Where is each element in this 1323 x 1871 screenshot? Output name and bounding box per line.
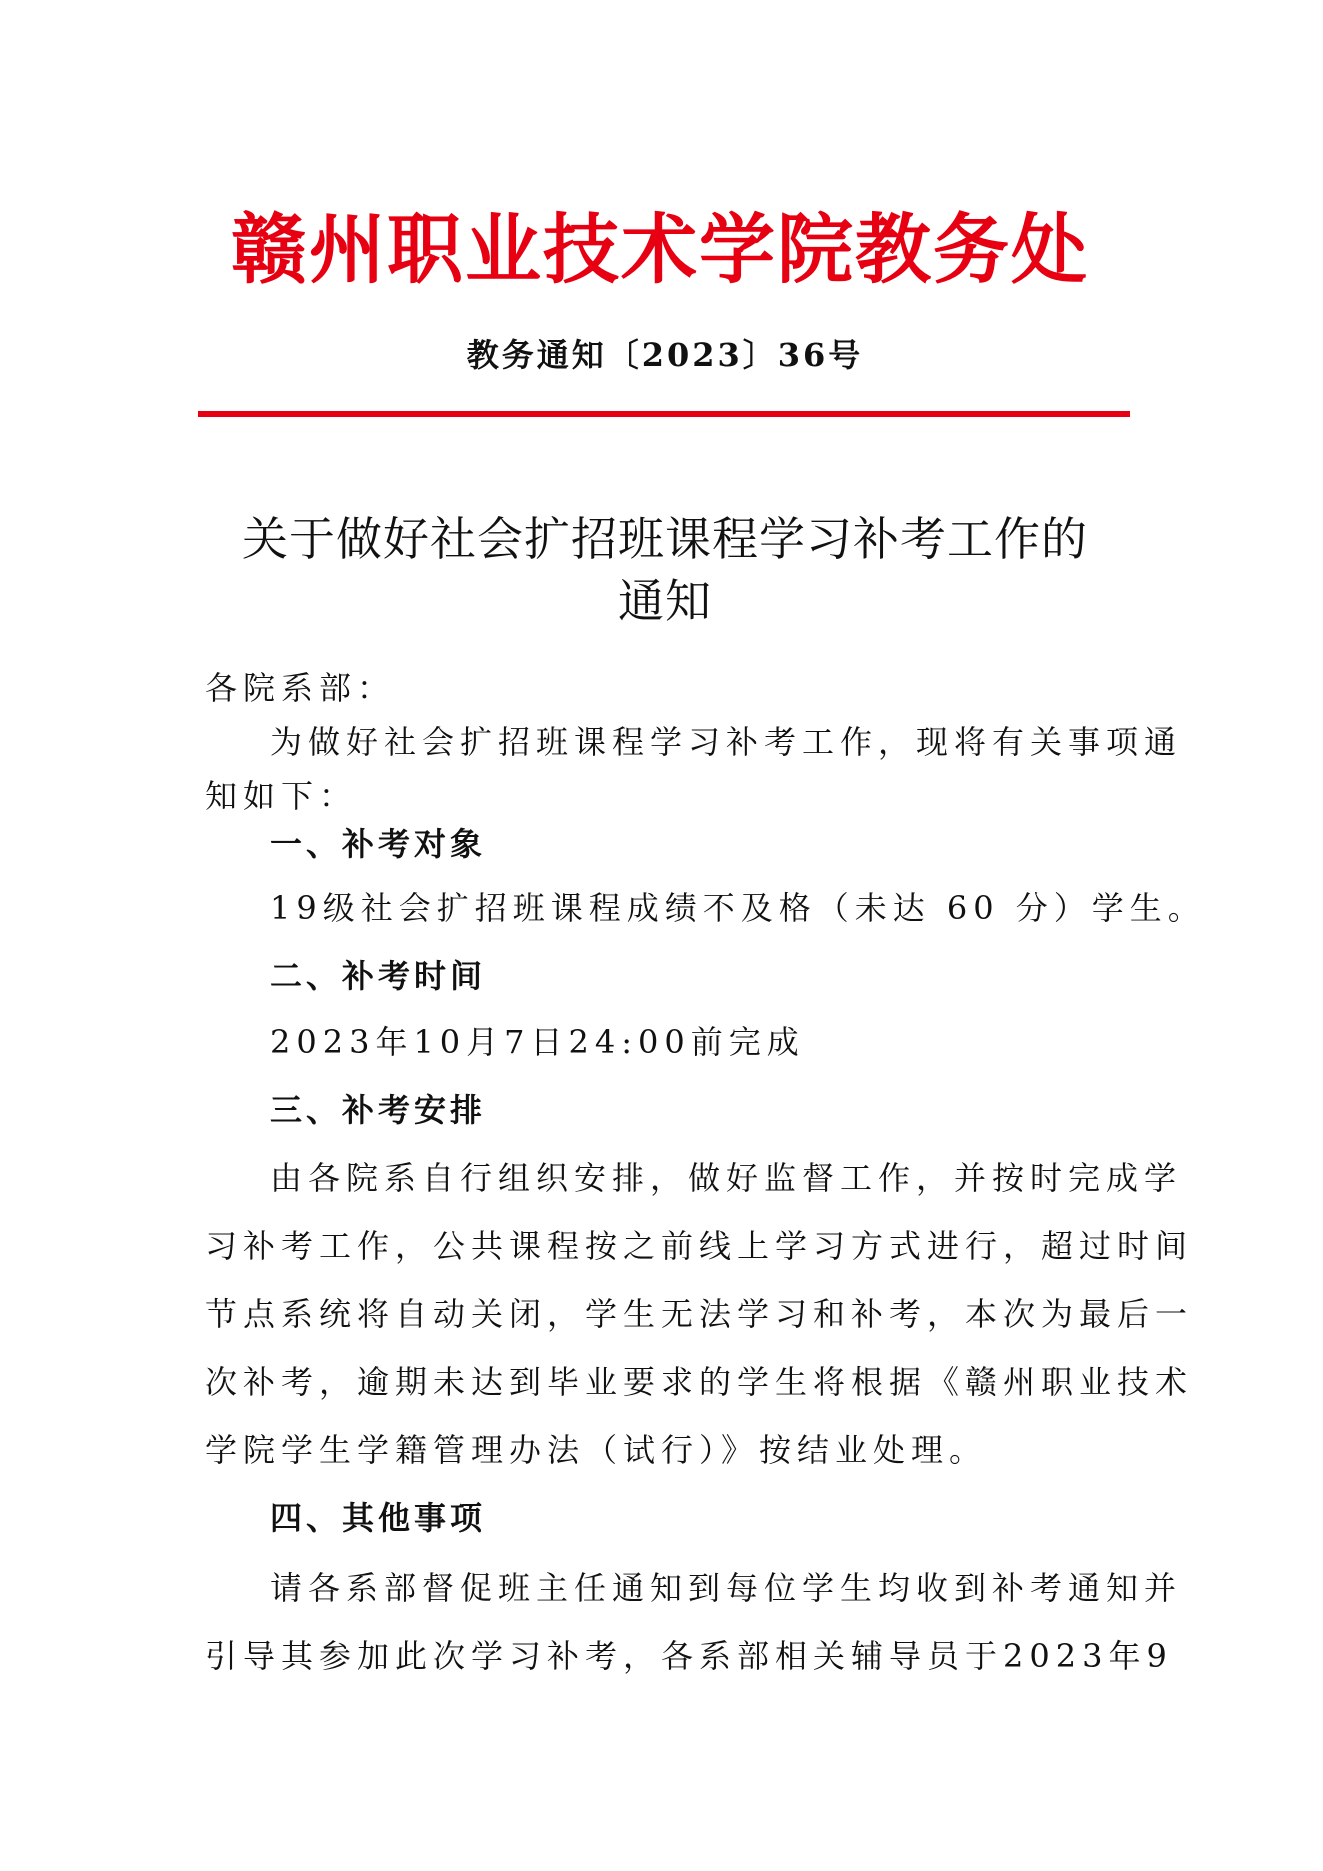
notice-title — [200, 508, 1130, 632]
section-3-line: 由各院系自行组织安排，做好监督工作，并按时完成学 — [270, 1159, 1183, 1197]
section-3-line: 习补考工作，公共课程按之前线上学习方式进行，超过时间 — [205, 1227, 1194, 1265]
notice-title-line-1: 关于做好社会扩招班课程学习补考工作的 — [242, 512, 1088, 566]
letterhead-red-rule — [198, 411, 1130, 417]
section-3-line: 学院学生学籍管理办法（试行）》按结业处理。 — [205, 1431, 988, 1469]
letterhead-issuer: 赣州职业技术学院教务处 — [231, 205, 1089, 294]
document-number: 教务通知〔2023〕36号 — [466, 336, 864, 374]
section-3-heading: 三、补考安排 — [270, 1091, 487, 1129]
section-2-text: 2023年10月7日24:00前完成 — [270, 1023, 805, 1061]
section-3-line: 次补考，逾期未达到毕业要求的学生将根据《赣州职业技术 — [205, 1363, 1194, 1401]
section-3-line: 节点系统将自动关闭，学生无法学习和补考，本次为最后一 — [205, 1295, 1194, 1333]
section-4-heading: 四、其他事项 — [270, 1499, 487, 1537]
section-4-line: 引导其参加此次学习补考，各系部相关辅导员于2023年9 — [205, 1637, 1173, 1675]
salutation: 各院系部： — [205, 669, 396, 707]
section-2-heading: 二、补考时间 — [270, 957, 487, 995]
section-4-line: 请各系部督促班主任通知到每位学生均收到补考通知并 — [270, 1569, 1183, 1607]
intro-line-2: 知如下： — [205, 777, 358, 815]
intro-line-1: 为做好社会扩招班课程学习补考工作，现将有关事项通 — [270, 723, 1183, 761]
notice-title-line-2: 通知 — [618, 574, 712, 628]
section-1-heading: 一、补考对象 — [270, 825, 487, 863]
section-1-text: 19级社会扩招班课程成绩不及格（未达 60 分）学生。 — [270, 889, 1206, 927]
